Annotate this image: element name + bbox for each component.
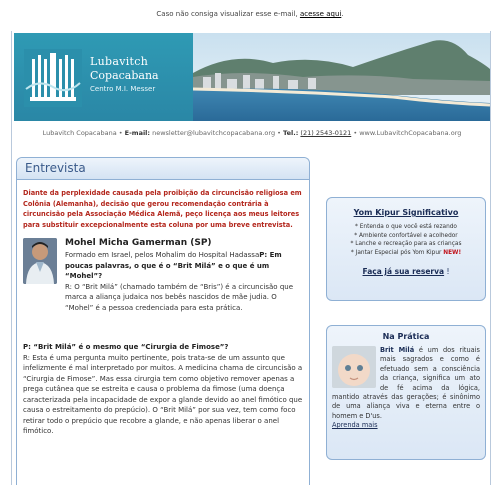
logo-title-line1: Lubavitch [90,55,149,68]
yom-kipur-panel [326,197,486,301]
contact-org: Lubavitch Copacabana [42,129,117,137]
answer-2: R: Esta é uma pergunta muito pertinente, pois trata-se de um assunto que infelizmente é mal interpretado por muitos. A medicina chama de circuncisão a “Cirurgia de Fimose”. Mas essa cirurgia tem como objetivo remover apenas a prega cutânea que se estreita e causa o problema da fimose (uma doença caracterizada pela incapacidade de expor a glande devido ao anel fimótico que causa o estreitamento do prepúcio). O “Brit Milá” por sua vez, tem como foco retirar todo o prepúcio que recobre a glande, e não apenas liberar o anel fimótico. [23,353,303,435]
list-item: * Lanche e recreação para as crianças [350,241,462,247]
interview-article [16,157,310,485]
interviewee-name: Mohel Micha Gamerman (SP) [65,238,212,248]
yom-kipur-title[interactable]: Yom Kipur Significativo [353,208,459,217]
list-item: * Entenda o que você está rezando [355,224,457,230]
header-banner [14,33,490,121]
view-online-text: Caso não consiga visualizar esse e-mail, [156,10,300,18]
question-2: P: “Brit Milá” é o mesmo que “Cirurgia de Fimose”? [23,343,229,351]
new-badge: NEW! [443,249,462,256]
article-heading: Entrevista [17,158,309,180]
interviewee-photo [23,238,57,284]
contact-email-label: E-mail: [124,129,151,137]
contact-site[interactable]: www.LubavitchCopacabana.org [359,129,462,137]
contact-tel-label: Tel.: [283,129,299,137]
interview-q2-block [23,342,303,437]
interview-q1-block [65,250,303,313]
reserve-link[interactable]: Faça já sua reserva [362,267,445,276]
answer-1: R: O “Brit Milá” (chamado também de “Bris”) é a circuncisão que marca a aliança judaica nos bebês nascidos de mãe judia. O “Mohel” é a pessoa credenciada para esta prática. [65,282,294,312]
reserve-row [327,267,485,276]
newsletter-frame [11,31,491,485]
logo-panel [14,33,193,121]
view-online-suffix: . [341,10,344,18]
na-pratica-panel [326,325,486,460]
logo-subtitle: Centro M.I. Messer [90,85,156,93]
reserve-suffix: ! [444,267,450,276]
view-online-note [0,10,500,18]
na-pratica-title: Na Prática [382,332,430,341]
list-item [327,249,485,258]
contact-tel[interactable]: (21) 2543-0121 [300,129,352,137]
menorah-logo-icon [24,49,82,107]
copacabana-photo [193,33,490,121]
na-pratica-text [332,346,480,431]
na-pratica-lead: Brit Milá [380,346,415,354]
contact-bar: Lubavitch Copacabana • E-mail: newsletter@lubavitchcopacabana.org • Tel.: (21) 2543-0121 • www.LubavitchCopacabana.org [42,129,462,137]
question-1: P: Em poucas palavras, o que é o “Brit Milá” e o que é um “Mohel”? [65,251,282,280]
interviewee-bio: Formado em Israel, pelos Mohalim do Hospital Hadassa [65,251,260,259]
yom-kipur-list [327,223,485,257]
article-intro: Diante da perplexidade causada pela proibição da circuncisão religiosa em Colônia (Alemanha), decisão que gerou recomendação contrária à circuncisão pela Associação Médica Alemã, peço licença aos meus leitores para substituir excepcionalmente esta coluna por uma breve entrevista. [23,189,302,229]
learn-more-link[interactable]: Aprenda mais [332,421,378,430]
na-pratica-body: é um dos rituais mais sagrados e como é efetuado sem a consciência da criança, significa um ato de fé acima da lógica, mantido através das gerações; é sinônimo de uma aliança viva e eterna entre o homem e D'us. [332,346,480,420]
contact-email[interactable]: newsletter@lubavitchcopacabana.org [152,129,276,137]
list-item-text: * Jantar Especial pós Yom Kipur [350,249,444,256]
interviewee-profile [23,238,303,334]
logo-title-line2: Copacabana [90,69,159,82]
list-item: * Ambiente confortável e acolhedor [354,232,458,239]
view-online-link[interactable]: acesse aqui [299,10,342,18]
